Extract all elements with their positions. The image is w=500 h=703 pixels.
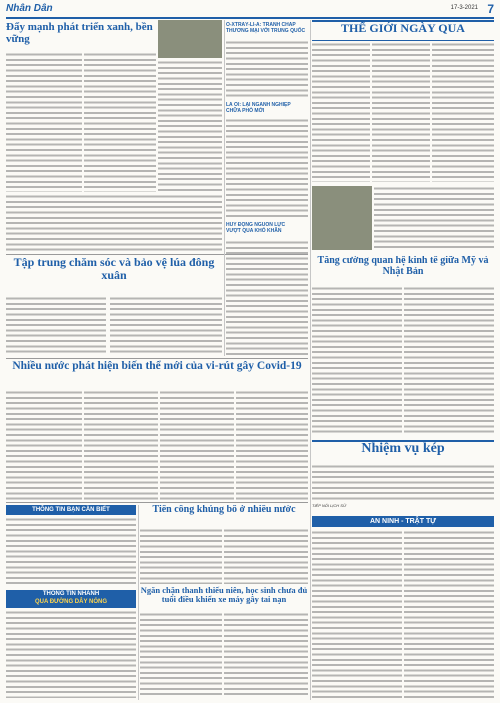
- article-6-col4: [236, 390, 308, 500]
- article-6-header: [6, 360, 308, 386]
- article-1-col3: [158, 60, 222, 192]
- article-7-header: [312, 440, 494, 464]
- article-7-caption: TIẾP NỐI LỊCH SỬ: [312, 503, 347, 508]
- article-2-body2: [226, 118, 308, 218]
- box-b2-header: [6, 590, 136, 608]
- article-4-title[interactable]: Tập trung chăm sóc và bảo vệ lúa đông xuân: [13, 256, 215, 282]
- issue-date: 17-3-2021: [450, 5, 478, 11]
- box-b2-body: [6, 610, 136, 698]
- box-b3-title: HUY ĐỘNG NGUỒN LỰC: [226, 222, 286, 228]
- divider: [6, 254, 308, 255]
- article-9-header: [140, 586, 308, 610]
- article-3-title[interactable]: THẾ GIỚI NGÀY QUA: [341, 21, 465, 35]
- article-10-header: [312, 516, 494, 527]
- article-7-caption-row: [312, 503, 494, 513]
- article-4-col2: [110, 296, 222, 356]
- article-6-col2: [84, 390, 158, 500]
- article-4-col1: [6, 296, 106, 356]
- article-8-col1: [140, 528, 222, 584]
- article-5-title[interactable]: Tăng cường quan hệ kinh tế giữa Mỹ và Nhật Bản: [317, 256, 489, 277]
- article-2-subtitle: LÀ ÔI: LẠI NGÀNH NGHIỆP: [226, 102, 291, 108]
- article-9-title[interactable]: Ngăn chặn thanh thiếu niên, học sinh chưa đủ tuổi điều khiển xe máy gây tai nạn: [140, 586, 308, 604]
- article-10-col1: [312, 530, 402, 698]
- column-rule: [224, 20, 225, 356]
- article-5-header: [312, 256, 494, 284]
- article-7-body: [312, 464, 494, 502]
- article-8-header: [140, 505, 308, 527]
- article-10-col2: [404, 530, 494, 698]
- article-9-col1: [140, 612, 222, 698]
- page-number: 7: [487, 2, 494, 16]
- article-1-col2: [84, 52, 156, 192]
- box-b3-header: [226, 222, 308, 236]
- article-3-col3: [432, 42, 494, 182]
- article-1-continued: [6, 194, 222, 254]
- article-1-photo: [158, 20, 222, 58]
- article-2-subhead: [226, 102, 308, 116]
- divider: [6, 502, 308, 503]
- box-b1-title: THÔNG TIN BẠN CẦN BIẾT: [32, 507, 110, 513]
- article-6-col1: [6, 390, 82, 500]
- article-6-title[interactable]: Nhiều nước phát hiện biến thể mới của vi-rút gây Covid-19: [12, 360, 302, 372]
- article-6-col3: [160, 390, 234, 500]
- box-b1-body: [6, 517, 136, 587]
- article-3-col2: [372, 42, 430, 182]
- box-b2-subtitle: QUA ĐƯỜNG DÂY NÓNG: [34, 599, 108, 605]
- box-b2-title: THÔNG TIN NHANH: [42, 591, 100, 597]
- article-2-header: [226, 22, 308, 40]
- article-1-col1: [6, 52, 82, 192]
- box-b3-subtitle: VƯỢT QUA KHÓ KHĂN: [226, 228, 282, 234]
- article-2-subtitle2: CHỮA PHÒ MỚI: [226, 108, 265, 114]
- article-9-col2: [224, 612, 308, 698]
- masthead-logo: Nhân Dân: [6, 3, 53, 14]
- article-8-col2: [224, 528, 308, 584]
- article-10-title[interactable]: AN NINH - TRẬT TỰ: [369, 518, 437, 525]
- column-rule: [138, 505, 139, 700]
- article-5-photo: [312, 186, 372, 250]
- article-5-intro: [374, 186, 494, 250]
- article-1-title[interactable]: Đẩy mạnh phát triển xanh, bền vững: [6, 22, 153, 45]
- article-4-header: [6, 256, 222, 294]
- box-b1-header: [6, 505, 136, 515]
- article-2-body: [226, 40, 308, 100]
- column-rule: [310, 20, 311, 700]
- article-3-col1: [312, 42, 370, 182]
- article-1-header: [6, 22, 156, 54]
- masthead: [6, 3, 494, 19]
- article-3-header: [312, 20, 494, 41]
- article-5-col2: [404, 286, 494, 436]
- article-2-title[interactable]: Ô-XTRÂY-LI-A: TRANH CHẤP THƯƠNG MẠI VỚI TRUNG QUỐC: [226, 22, 306, 34]
- article-5-col1: [312, 286, 402, 436]
- article-7-title[interactable]: Nhiệm vụ kép: [361, 441, 445, 456]
- article-8-title[interactable]: Tiến công khủng bố ở nhiều nước: [152, 505, 296, 515]
- box-b3-body: [226, 240, 308, 356]
- divider: [6, 358, 308, 359]
